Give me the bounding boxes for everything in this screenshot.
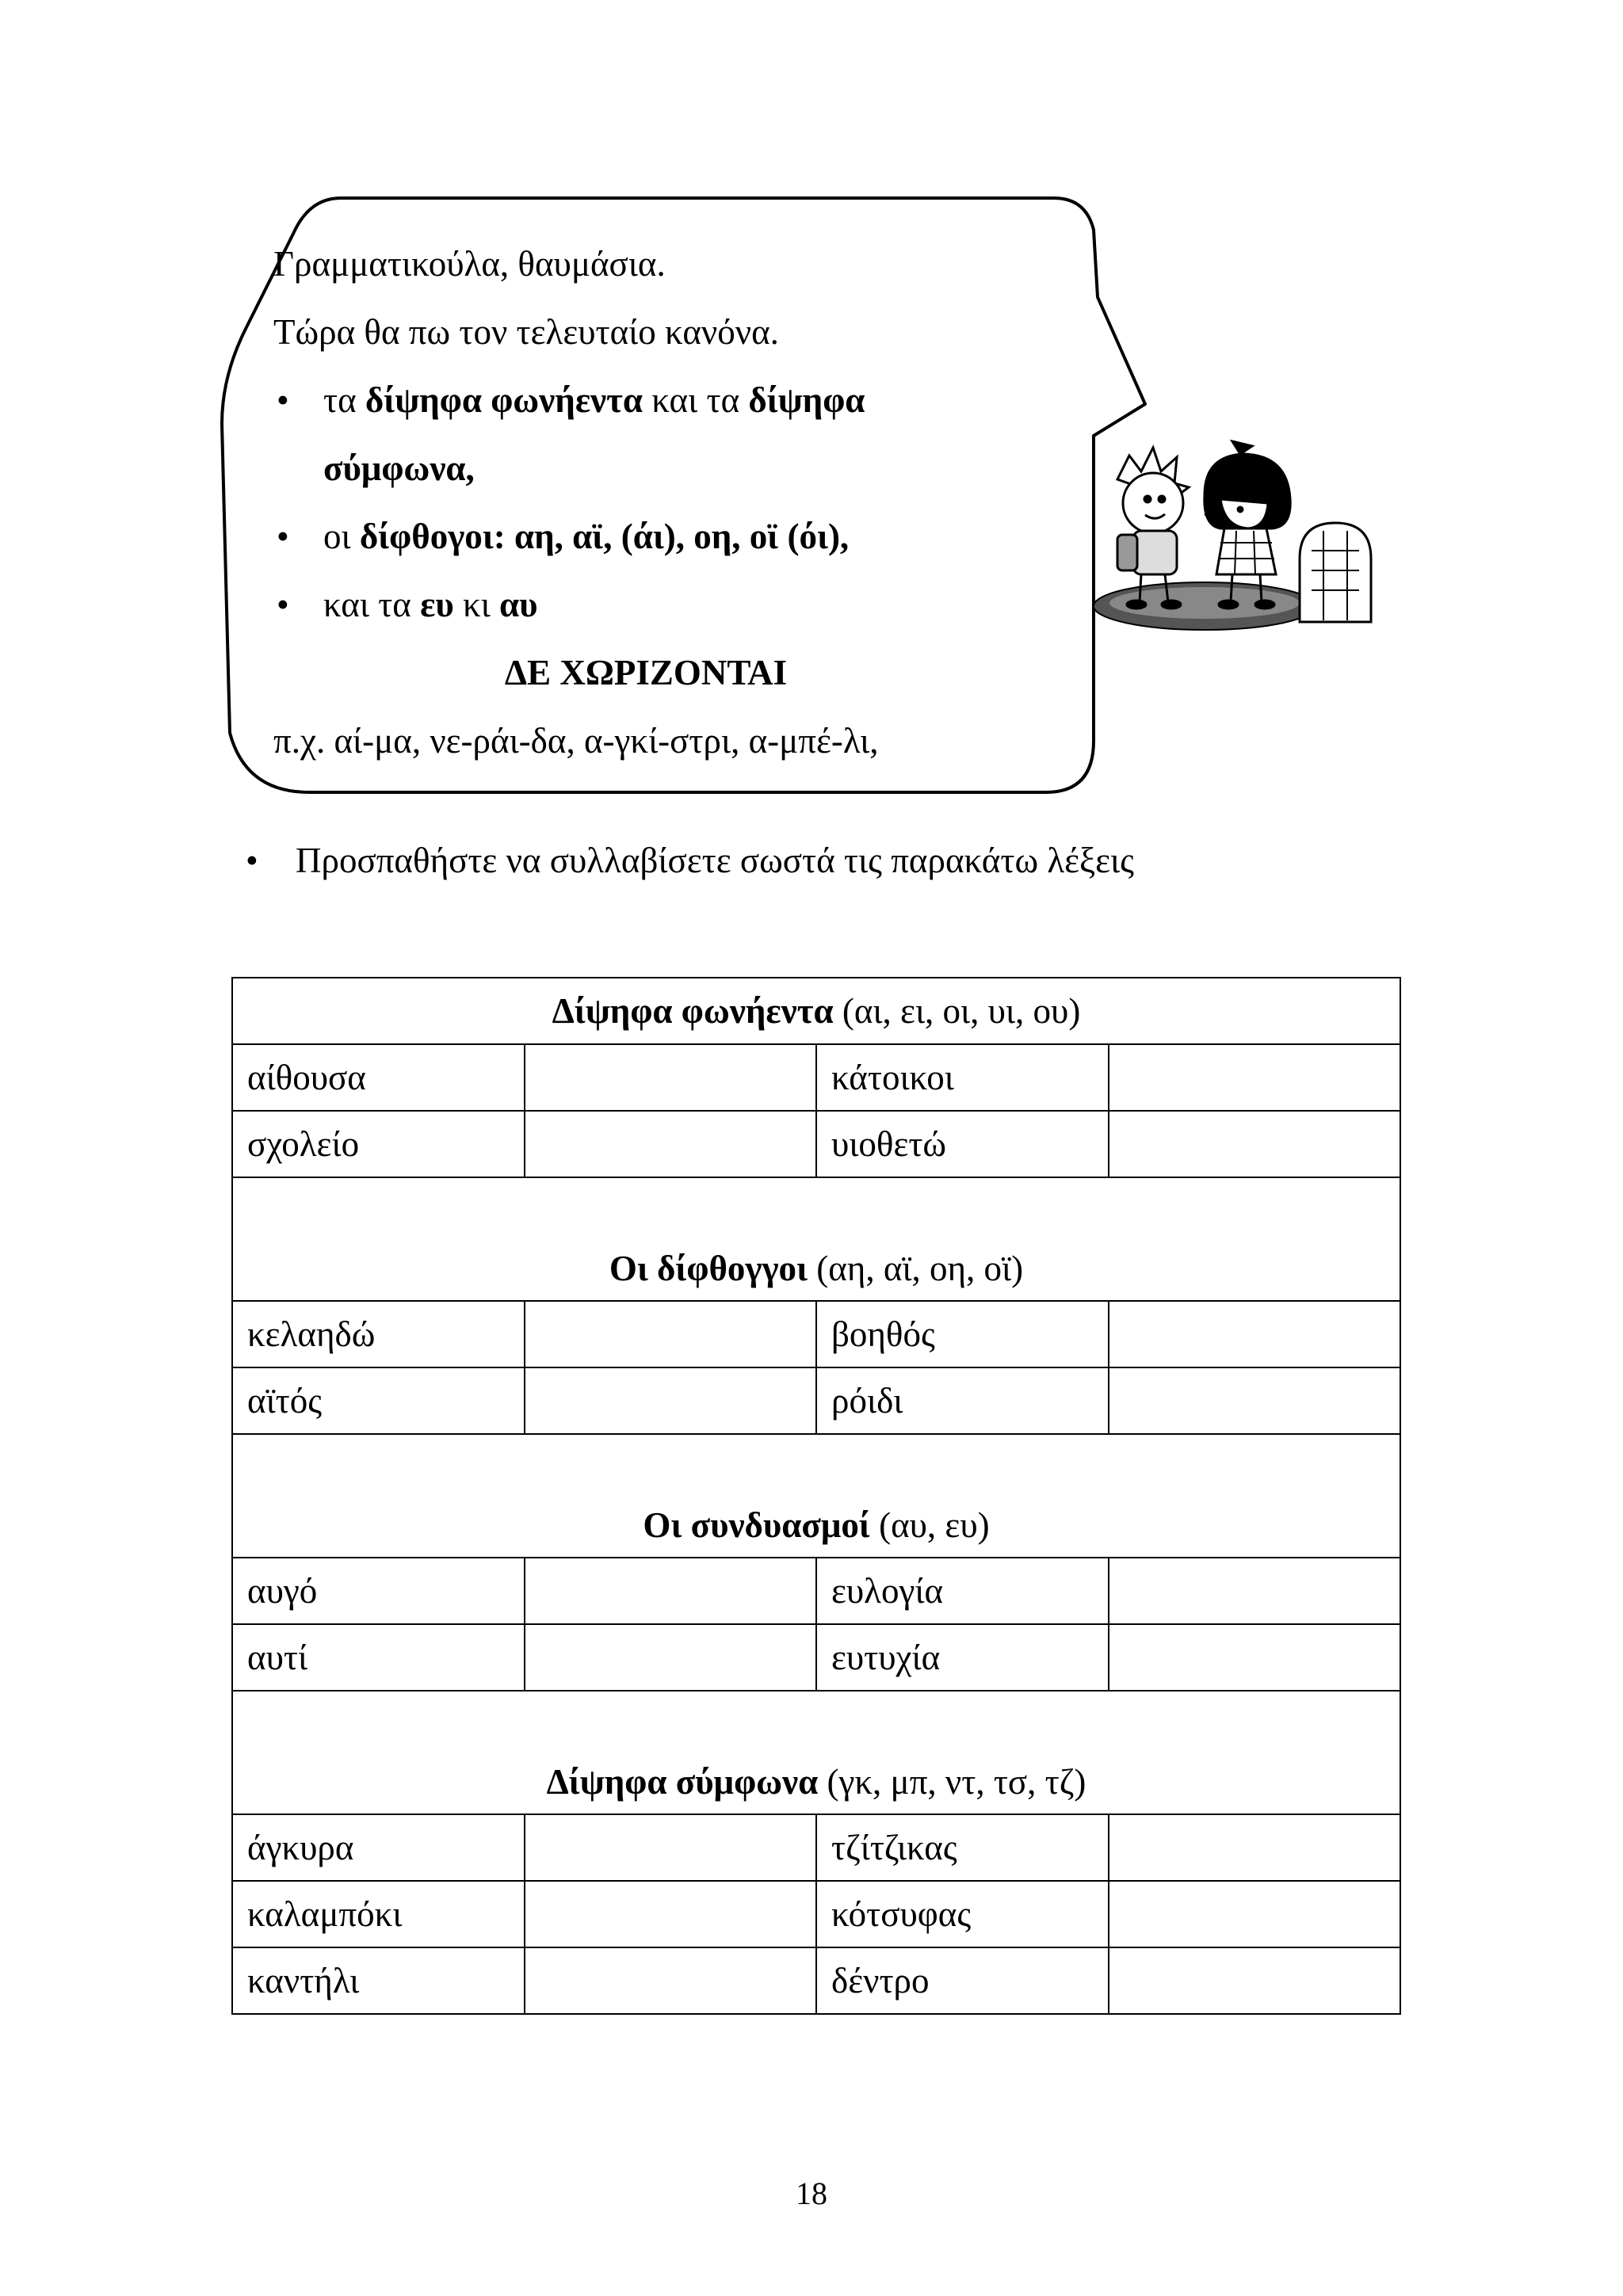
table-row [232,1814,1400,1881]
table-row [232,1111,1400,1177]
word-cell: κελαηδώ [232,1301,525,1367]
word-cell: ευλογία [816,1558,1109,1624]
word-cell: δέντρο [816,1947,1109,2014]
word-cell: αίθουσα [232,1044,525,1111]
page-number: 18 [796,2176,827,2211]
table-row [232,1558,1400,1624]
table-section-header: Δίψηφα φωνήεντα (αι, ει, οι, υι, ου) [232,978,1400,1044]
word-cell: αυγό [232,1558,525,1624]
bubble-rule: ΔΕ ΧΩΡΙΖΟΝΤΑΙ [504,653,788,692]
answer-cell[interactable] [525,1301,817,1367]
answer-cell[interactable] [1109,1814,1401,1881]
answer-cell[interactable] [525,1624,817,1691]
table-section-header: Οι δίφθογγοι (αη, αϊ, οη, οϊ) [232,1177,1400,1301]
bullet-icon: • [277,517,289,556]
table-row [232,1881,1400,1947]
answer-cell[interactable] [525,1111,817,1177]
word-cell: βοηθός [816,1301,1109,1367]
bubble-line-1: Γραμματικούλα, θαυμάσια. [273,244,666,284]
word-cell: σχολείο [232,1111,525,1177]
answer-cell[interactable] [1109,1301,1401,1367]
bubble-item-1: • τα δίψηφα φωνήεντα και τα δίψηφα [273,366,1050,434]
answer-cell[interactable] [525,1367,817,1434]
bullet-icon: • [277,380,289,420]
table-row [232,1367,1400,1434]
instruction-text: Προσπαθήστε να συλλαβίσετε σωστά τις παρακάτω λέξεις [296,841,1134,880]
word-cell: καντήλι [232,1947,525,2014]
bubble-item-1-cont: σύμφωνα, [323,448,475,488]
word-cell: αυτί [232,1624,525,1691]
table-row [232,1044,1400,1111]
bullet-icon: • [246,841,258,880]
table-row [232,1301,1400,1367]
answer-cell[interactable] [1109,1558,1401,1624]
word-cell: κάτοικοι [816,1044,1109,1111]
bubble-text [273,230,1050,775]
answer-cell[interactable] [1109,1881,1401,1947]
answer-cell[interactable] [1109,1367,1401,1434]
answer-cell[interactable] [1109,1111,1401,1177]
table-section-header: Δίψηφα σύμφωνα (γκ, μπ, ντ, τσ, τζ) [232,1691,1400,1814]
bubble-line-2: Τώρα θα πω τον τελευταίο κανόνα. [273,312,779,352]
word-cell: κότσυφας [816,1881,1109,1947]
instruction-line [246,840,1134,881]
word-cell: αϊτός [232,1367,525,1434]
answer-cell[interactable] [525,1947,817,2014]
word-cell: ρόιδι [816,1367,1109,1434]
bubble-example: π.χ. αί-μα, νε-ράι-δα, α-γκί-στρι, α-μπέ-λι, [273,721,879,761]
bullet-icon: • [277,585,289,624]
cartoon-children-image [1086,440,1391,638]
word-cell: ευτυχία [816,1624,1109,1691]
table-section-header: Οι συνδυασμοί (αυ, ευ) [232,1434,1400,1558]
bubble-item-3: • και τα ευ κι αυ [273,570,1050,639]
answer-cell[interactable] [525,1558,817,1624]
answer-cell[interactable] [525,1881,817,1947]
bubble-item-2: • οι δίφθογοι: αη, αϊ, (άι), οη, οϊ (όι), [273,502,1050,570]
word-cell: τζίτζικας [816,1814,1109,1881]
table-row [232,1624,1400,1691]
syllabification-table [231,977,1401,2015]
word-cell: άγκυρα [232,1814,525,1881]
word-cell: υιοθετώ [816,1111,1109,1177]
answer-cell[interactable] [1109,1947,1401,2014]
table-row [232,1947,1400,2014]
answer-cell[interactable] [525,1044,817,1111]
answer-cell[interactable] [525,1814,817,1881]
answer-cell[interactable] [1109,1044,1401,1111]
answer-cell[interactable] [1109,1624,1401,1691]
word-cell: καλαμπόκι [232,1881,525,1947]
